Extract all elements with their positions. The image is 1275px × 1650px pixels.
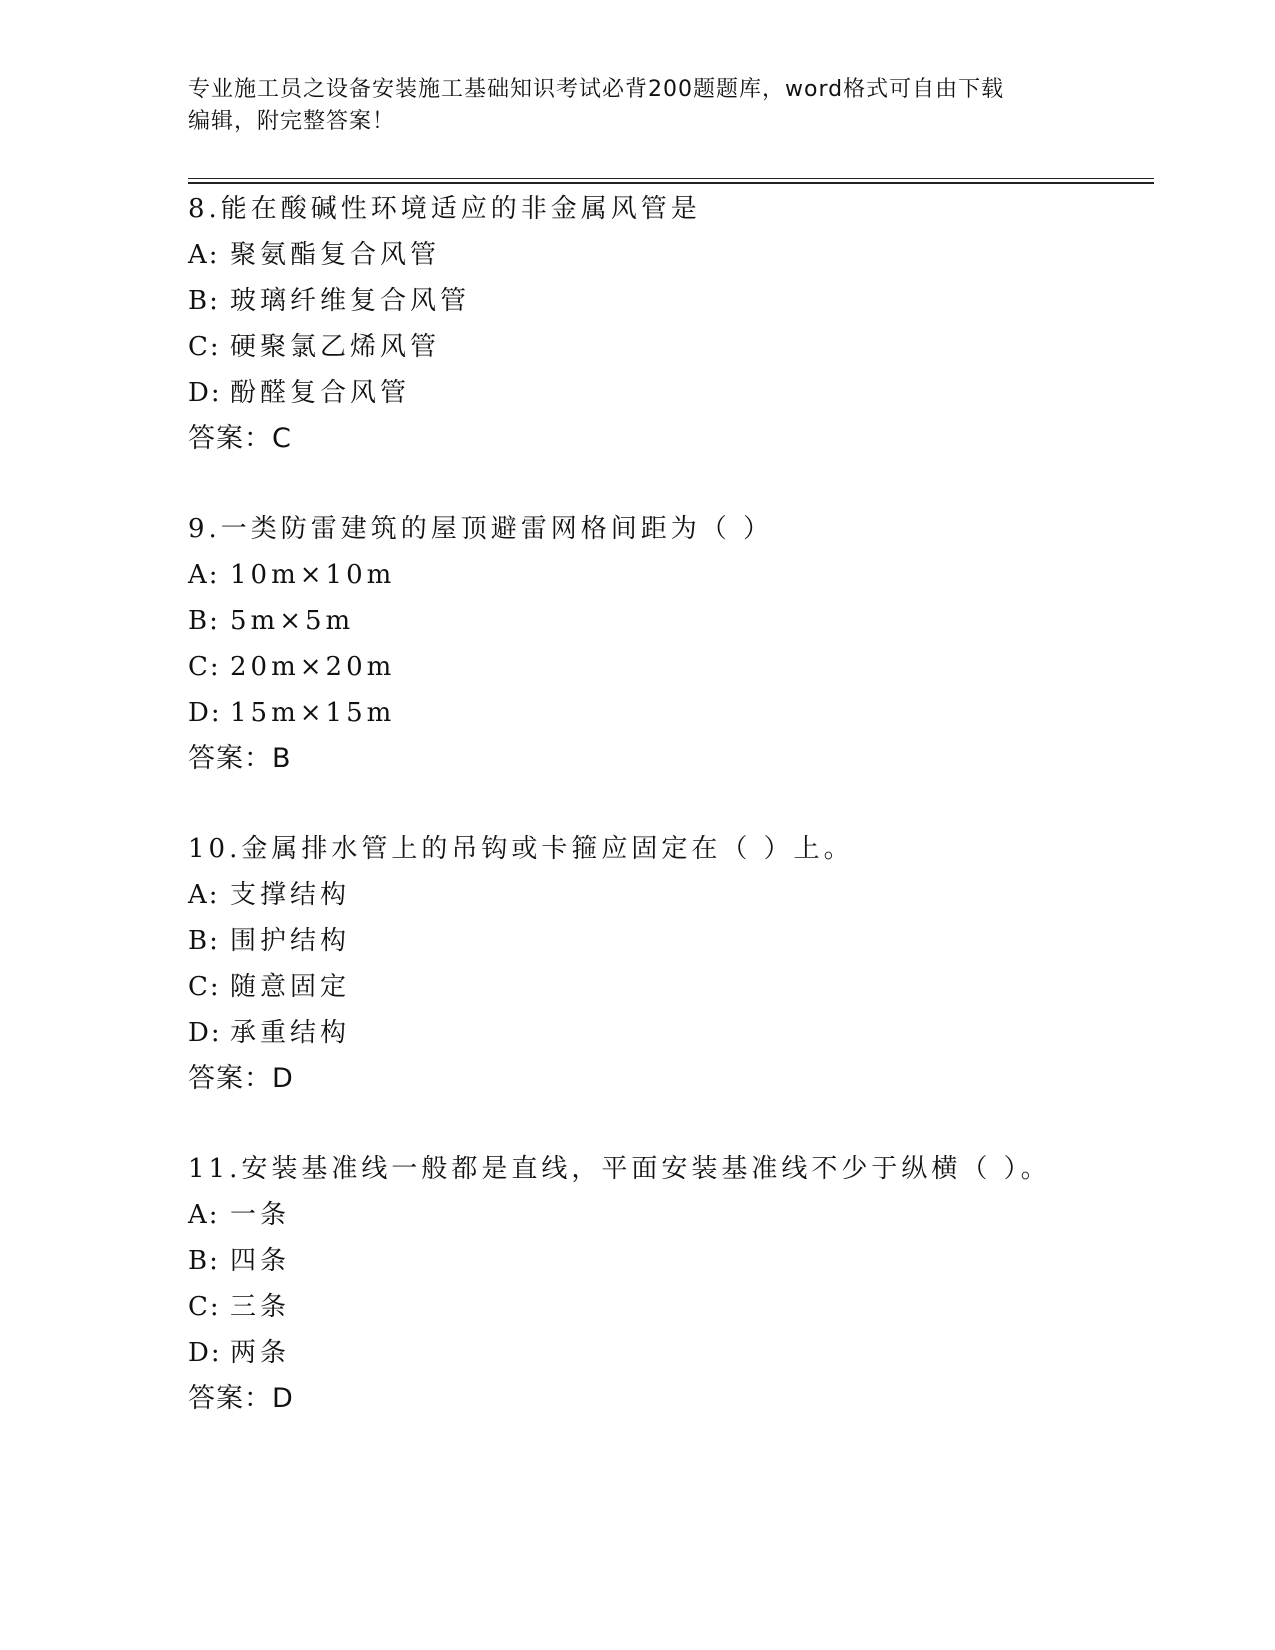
option-text: 5m×5m — [230, 606, 355, 636]
question-11 — [188, 1146, 1148, 1422]
option-text: 聚氨酯复合风管 — [230, 240, 441, 270]
option-text: 酚醛复合风管 — [230, 378, 411, 408]
option-letter: B: — [188, 286, 220, 316]
option-text: 四条 — [230, 1246, 291, 1276]
option-c — [188, 964, 1148, 1010]
option-letter: A: — [188, 1200, 220, 1230]
answer-text: 答案：D — [188, 1383, 294, 1414]
option-letter: C: — [188, 652, 221, 682]
option-text: 15m×15m — [230, 698, 396, 728]
option-d — [188, 370, 1148, 416]
option-letter: D: — [188, 378, 222, 408]
answer-text: 答案：B — [188, 743, 292, 774]
option-text: 围护结构 — [230, 926, 351, 956]
option-text: 支撑结构 — [230, 880, 351, 910]
question-stem: 9.一类防雷建筑的屋顶避雷网格间距为（ ） — [188, 514, 774, 544]
header-divider-thick — [188, 182, 1154, 184]
question-stem: 8.能在酸碱性环境适应的非金属风管是 — [188, 194, 701, 224]
option-b — [188, 1238, 1148, 1284]
option-d — [188, 690, 1148, 736]
option-b — [188, 278, 1148, 324]
option-a — [188, 1192, 1148, 1238]
document-header — [188, 74, 1088, 138]
option-letter: D: — [188, 1018, 222, 1048]
option-c — [188, 1284, 1148, 1330]
option-letter: B: — [188, 926, 220, 956]
question-stem: 11.安装基准线一般都是直线，平面安装基准线不少于纵横（ ）。 — [188, 1154, 1051, 1184]
option-c — [188, 324, 1148, 370]
option-letter: D: — [188, 1338, 222, 1368]
question-stem: 10.金属排水管上的吊钩或卡箍应固定在（ ）上。 — [188, 834, 854, 864]
option-b — [188, 598, 1148, 644]
option-letter: A: — [188, 560, 220, 590]
option-letter: B: — [188, 1246, 220, 1276]
question-10 — [188, 826, 1148, 1102]
option-letter: C: — [188, 332, 221, 362]
option-letter: C: — [188, 1292, 221, 1322]
option-d — [188, 1010, 1148, 1056]
option-b — [188, 918, 1148, 964]
header-line-1: 专业施工员之设备安装施工基础知识考试必背200题题库，word格式可自由下载 — [188, 77, 1005, 102]
option-text: 一条 — [230, 1200, 291, 1230]
option-text: 三条 — [230, 1292, 291, 1322]
option-a — [188, 552, 1148, 598]
option-text: 10m×10m — [230, 560, 396, 590]
option-text: 硬聚氯乙烯风管 — [230, 332, 441, 362]
option-a — [188, 872, 1148, 918]
option-letter: D: — [188, 698, 222, 728]
option-c — [188, 644, 1148, 690]
option-a — [188, 232, 1148, 278]
option-text: 随意固定 — [230, 972, 351, 1002]
option-letter: A: — [188, 880, 220, 910]
option-text: 两条 — [230, 1338, 291, 1368]
option-letter: C: — [188, 972, 221, 1002]
question-8 — [188, 186, 1148, 462]
option-text: 20m×20m — [230, 652, 396, 682]
question-9 — [188, 506, 1148, 782]
option-text: 玻璃纤维复合风管 — [230, 286, 471, 316]
option-letter: B: — [188, 606, 220, 636]
option-letter: A: — [188, 240, 220, 270]
option-text: 承重结构 — [230, 1018, 351, 1048]
header-line-2: 编辑，附完整答案！ — [188, 109, 396, 134]
header-divider-thin — [188, 178, 1154, 179]
option-d — [188, 1330, 1148, 1376]
answer-text: 答案：C — [188, 423, 292, 454]
answer-text: 答案：D — [188, 1063, 294, 1094]
